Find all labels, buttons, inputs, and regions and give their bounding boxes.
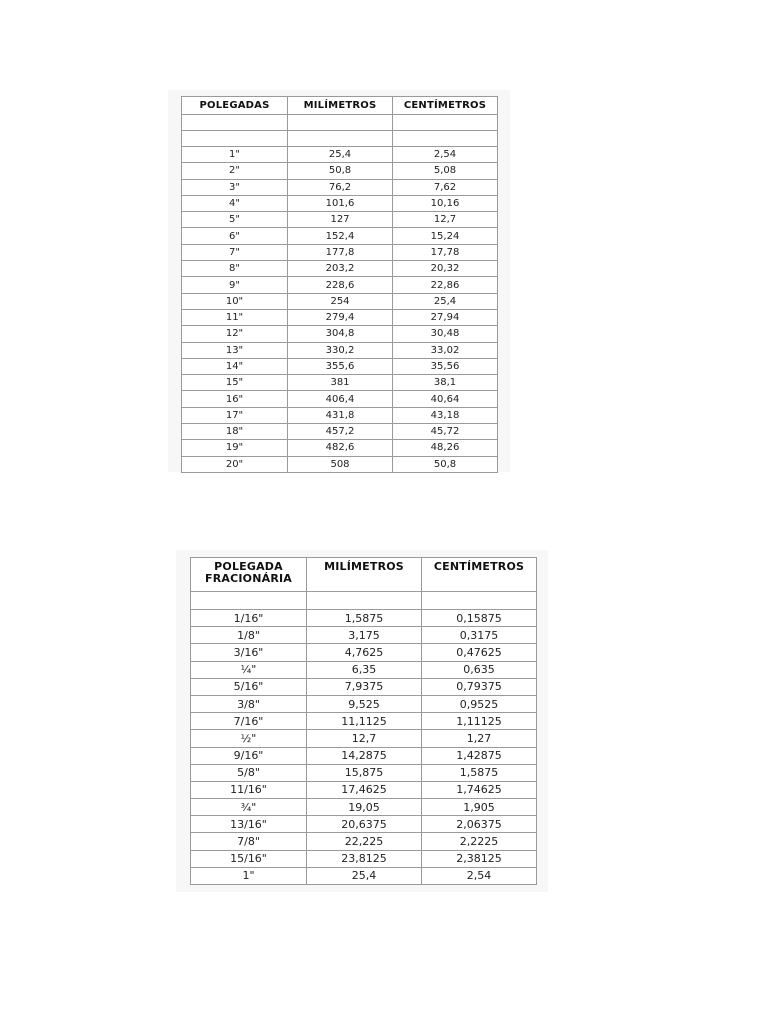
- cell-inches: ½": [191, 730, 307, 747]
- cell-millimeters: 152,4: [288, 228, 393, 244]
- table-row: [182, 244, 498, 260]
- cell-inches: 3": [182, 179, 288, 195]
- cell-inches: 6": [182, 228, 288, 244]
- cell-millimeters: 279,4: [288, 309, 393, 325]
- cell-millimeters: 431,8: [288, 407, 393, 423]
- cell-inches: 9": [182, 277, 288, 293]
- cell-inches: 1": [191, 867, 307, 884]
- cell-inches: 12": [182, 326, 288, 342]
- cell-inches: 1/16": [191, 610, 307, 627]
- table-row: [191, 799, 537, 816]
- cell-millimeters: 304,8: [288, 326, 393, 342]
- blank-cell: [182, 131, 288, 147]
- table-header-row: [182, 97, 498, 115]
- table-row: [191, 781, 537, 798]
- cell-inches: 15/16": [191, 850, 307, 867]
- cell-inches: 11/16": [191, 781, 307, 798]
- cell-inches: ¾": [191, 799, 307, 816]
- table-row: [182, 293, 498, 309]
- cell-centimeters: 30,48: [393, 326, 498, 342]
- table-row: [182, 309, 498, 325]
- cell-inches: 19": [182, 440, 288, 456]
- table-row: [182, 456, 498, 472]
- cell-inches: 3/16": [191, 644, 307, 661]
- cell-centimeters: 15,24: [393, 228, 498, 244]
- cell-inches: 13/16": [191, 816, 307, 833]
- cell-centimeters: 1,905: [422, 799, 537, 816]
- table-row: [191, 730, 537, 747]
- cell-millimeters: 482,6: [288, 440, 393, 456]
- cell-inches: 16": [182, 391, 288, 407]
- column-header-centimeters: CENTÍMETROS: [393, 97, 498, 115]
- cell-inches: 15": [182, 375, 288, 391]
- table-row: [191, 713, 537, 730]
- blank-row: [191, 592, 537, 610]
- cell-millimeters: 20,6375: [307, 816, 422, 833]
- cell-millimeters: 330,2: [288, 342, 393, 358]
- cell-millimeters: 228,6: [288, 277, 393, 293]
- cell-millimeters: 12,7: [307, 730, 422, 747]
- cell-inches: 5/8": [191, 764, 307, 781]
- cell-centimeters: 17,78: [393, 244, 498, 260]
- cell-inches: 7/16": [191, 713, 307, 730]
- cell-inches: 7/8": [191, 833, 307, 850]
- cell-centimeters: 20,32: [393, 261, 498, 277]
- cell-millimeters: 177,8: [288, 244, 393, 260]
- blank-cell: [393, 115, 498, 131]
- table-header-row: [191, 558, 537, 592]
- cell-millimeters: 9,525: [307, 695, 422, 712]
- table-row: [191, 816, 537, 833]
- cell-centimeters: 25,4: [393, 293, 498, 309]
- column-header-centimeters: CENTÍMETROS: [422, 558, 537, 592]
- cell-centimeters: 48,26: [393, 440, 498, 456]
- cell-centimeters: 2,2225: [422, 833, 537, 850]
- table-row: [182, 407, 498, 423]
- table-row: [182, 212, 498, 228]
- table-row: [191, 627, 537, 644]
- fractional-inches-conversion-table: [190, 557, 537, 885]
- column-header-inches: POLEGADAS: [182, 97, 288, 115]
- table-row: [182, 424, 498, 440]
- blank-row: [182, 131, 498, 147]
- column-header-millimeters: MILÍMETROS: [307, 558, 422, 592]
- cell-millimeters: 406,4: [288, 391, 393, 407]
- table-row: [191, 747, 537, 764]
- table-row: [191, 833, 537, 850]
- cell-centimeters: 5,08: [393, 163, 498, 179]
- cell-millimeters: 19,05: [307, 799, 422, 816]
- cell-inches: ¼": [191, 661, 307, 678]
- cell-inches: 17": [182, 407, 288, 423]
- cell-millimeters: 15,875: [307, 764, 422, 781]
- cell-millimeters: 25,4: [288, 147, 393, 163]
- table-row: [182, 358, 498, 374]
- cell-centimeters: 0,3175: [422, 627, 537, 644]
- cell-centimeters: 10,16: [393, 195, 498, 211]
- cell-centimeters: 12,7: [393, 212, 498, 228]
- table-row: [182, 163, 498, 179]
- table-row: [191, 764, 537, 781]
- table-row: [182, 440, 498, 456]
- cell-millimeters: 457,2: [288, 424, 393, 440]
- table-row: [182, 375, 498, 391]
- cell-centimeters: 35,56: [393, 358, 498, 374]
- blank-cell: [307, 592, 422, 610]
- cell-inches: 1": [182, 147, 288, 163]
- blank-cell: [182, 115, 288, 131]
- cell-centimeters: 0,635: [422, 661, 537, 678]
- cell-millimeters: 381: [288, 375, 393, 391]
- cell-centimeters: 0,9525: [422, 695, 537, 712]
- table-row: [191, 867, 537, 884]
- table-row: [191, 661, 537, 678]
- table-row: [182, 195, 498, 211]
- table-row: [191, 610, 537, 627]
- blank-cell: [288, 131, 393, 147]
- cell-centimeters: 38,1: [393, 375, 498, 391]
- cell-centimeters: 1,74625: [422, 781, 537, 798]
- cell-centimeters: 2,54: [393, 147, 498, 163]
- cell-centimeters: 0,15875: [422, 610, 537, 627]
- cell-millimeters: 203,2: [288, 261, 393, 277]
- cell-centimeters: 45,72: [393, 424, 498, 440]
- cell-centimeters: 50,8: [393, 456, 498, 472]
- cell-inches: 13": [182, 342, 288, 358]
- cell-centimeters: 2,54: [422, 867, 537, 884]
- cell-centimeters: 1,27: [422, 730, 537, 747]
- cell-centimeters: 2,06375: [422, 816, 537, 833]
- table-row: [182, 342, 498, 358]
- cell-inches: 20": [182, 456, 288, 472]
- cell-inches: 8": [182, 261, 288, 277]
- column-header-millimeters: MILÍMETROS: [288, 97, 393, 115]
- cell-millimeters: 508: [288, 456, 393, 472]
- cell-millimeters: 1,5875: [307, 610, 422, 627]
- blank-row: [182, 115, 498, 131]
- blank-cell: [191, 592, 307, 610]
- table-row: [182, 179, 498, 195]
- table-row: [182, 228, 498, 244]
- table-row: [191, 678, 537, 695]
- cell-millimeters: 14,2875: [307, 747, 422, 764]
- cell-centimeters: 2,38125: [422, 850, 537, 867]
- cell-millimeters: 11,1125: [307, 713, 422, 730]
- cell-millimeters: 6,35: [307, 661, 422, 678]
- table-row: [182, 277, 498, 293]
- table-row: [182, 391, 498, 407]
- cell-millimeters: 76,2: [288, 179, 393, 195]
- cell-inches: 18": [182, 424, 288, 440]
- cell-centimeters: 33,02: [393, 342, 498, 358]
- cell-inches: 9/16": [191, 747, 307, 764]
- table-row: [182, 147, 498, 163]
- column-header-fractional-inch: POLEGADA FRACIONÁRIA: [191, 558, 307, 592]
- table-row: [191, 850, 537, 867]
- blank-cell: [288, 115, 393, 131]
- cell-centimeters: 0,79375: [422, 678, 537, 695]
- cell-inches: 5": [182, 212, 288, 228]
- cell-inches: 11": [182, 309, 288, 325]
- inches-conversion-table: [181, 96, 498, 473]
- cell-centimeters: 22,86: [393, 277, 498, 293]
- blank-cell: [422, 592, 537, 610]
- cell-centimeters: 7,62: [393, 179, 498, 195]
- table-row: [191, 644, 537, 661]
- cell-millimeters: 355,6: [288, 358, 393, 374]
- table-row: [182, 326, 498, 342]
- cell-inches: 14": [182, 358, 288, 374]
- cell-centimeters: 1,42875: [422, 747, 537, 764]
- cell-millimeters: 4,7625: [307, 644, 422, 661]
- cell-millimeters: 3,175: [307, 627, 422, 644]
- cell-centimeters: 1,5875: [422, 764, 537, 781]
- cell-millimeters: 254: [288, 293, 393, 309]
- cell-inches: 3/8": [191, 695, 307, 712]
- table-row: [182, 261, 498, 277]
- cell-centimeters: 1,11125: [422, 713, 537, 730]
- cell-centimeters: 43,18: [393, 407, 498, 423]
- cell-centimeters: 0,47625: [422, 644, 537, 661]
- cell-inches: 5/16": [191, 678, 307, 695]
- blank-cell: [393, 131, 498, 147]
- cell-centimeters: 27,94: [393, 309, 498, 325]
- cell-millimeters: 17,4625: [307, 781, 422, 798]
- cell-inches: 4": [182, 195, 288, 211]
- cell-centimeters: 40,64: [393, 391, 498, 407]
- cell-millimeters: 25,4: [307, 867, 422, 884]
- cell-millimeters: 101,6: [288, 195, 393, 211]
- table-row: [191, 695, 537, 712]
- cell-inches: 7": [182, 244, 288, 260]
- cell-millimeters: 7,9375: [307, 678, 422, 695]
- cell-inches: 1/8": [191, 627, 307, 644]
- cell-millimeters: 23,8125: [307, 850, 422, 867]
- cell-millimeters: 50,8: [288, 163, 393, 179]
- cell-millimeters: 127: [288, 212, 393, 228]
- cell-inches: 2": [182, 163, 288, 179]
- cell-inches: 10": [182, 293, 288, 309]
- cell-millimeters: 22,225: [307, 833, 422, 850]
